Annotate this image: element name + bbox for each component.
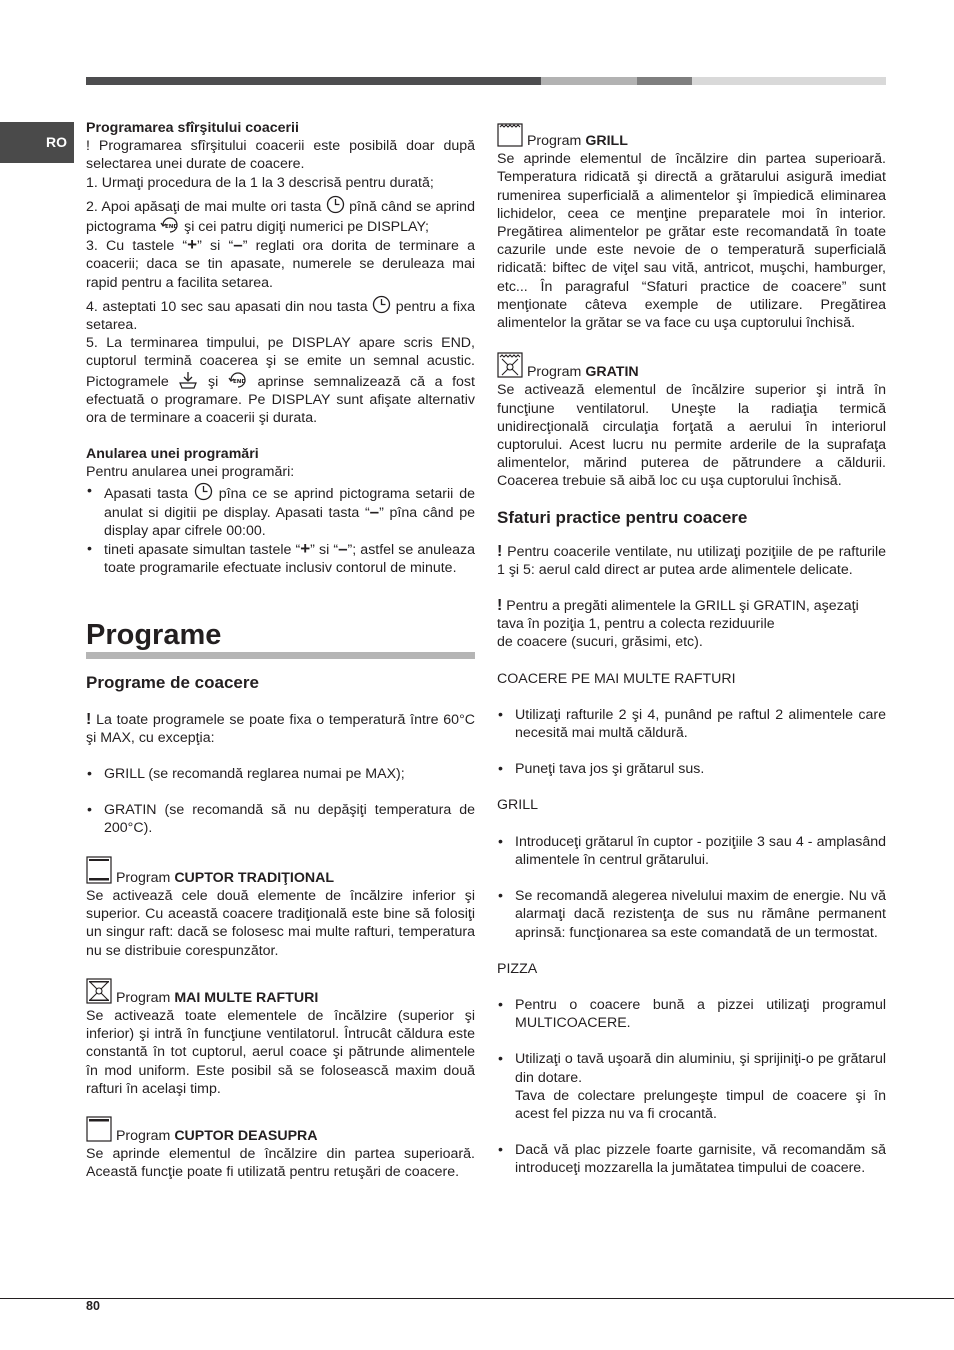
step-1: 1. Urmaţi procedura de la 1 la 3 descrisă pentru durată;	[86, 174, 434, 191]
list-item	[497, 1050, 886, 1123]
program-description: Se aprinde elementul de încălzire din partea superioară. Această funcţie poate fi utilizată pentru retuşări de coacere.	[86, 1146, 475, 1181]
tip-2	[497, 597, 886, 652]
step-2-text-a: 2. Apoi apăsaţi de mai multe ori tasta	[86, 198, 322, 215]
note-list	[86, 765, 475, 838]
step-4	[86, 295, 475, 334]
page-number: 80	[86, 1299, 100, 1313]
clock-icon	[194, 482, 213, 501]
footer-rule	[0, 1298, 954, 1299]
step-2-text-b: pînă când se aprind pictograma	[86, 198, 475, 236]
language-code: RO	[46, 134, 67, 151]
step-5-text-b: şi	[208, 373, 219, 390]
note-text: La toate programele se poate fixa o temperatură între 60°C şi MAX, cu excepţia:	[86, 711, 475, 746]
program-word: Program	[526, 133, 582, 149]
step-5	[86, 334, 475, 427]
program-name: MAI MULTE RAFTURI	[174, 989, 319, 1006]
program-word: Program	[115, 989, 171, 1006]
list-item: • Dacă vă plac pizzele foarte garnisite, vă recomandăm să introduceţi mozzarella la jumătatea timpului de coacere.	[497, 1141, 886, 1177]
exclamation-mark: !	[497, 597, 503, 615]
clock-icon	[372, 295, 391, 314]
step-5-text-c: aprinse semnalizează că a fost efectuată o programare. Pe DISPLAY sunt afişate alternativ ora de terminare a coacerii şi durata.	[86, 373, 475, 427]
sub-title: Programe de coacere	[86, 672, 259, 692]
list-item: • Se recomandă alegerea nivelului maxim de energie. Nu vă alarmaţi dacă rezistenţa de sus nu rămâne permanent aprinsă: funcţionarea sa este comandată de un termostat.	[497, 887, 886, 942]
cancel-b2-text-b: ” si “	[310, 542, 339, 559]
list-item: • Pentru o coacere bună a pizzei utilizaţi programul MULTICOACERE.	[497, 996, 886, 1032]
list-item: • GRILL (se recomandă reglarea numai pe MAX);	[86, 765, 475, 783]
step-4-text-a: 4. asteptati 10 sec sau apasati din nou tasta	[86, 298, 368, 315]
list-item: • GRATIN (se recomandă să nu depăşiţi temperatura de 200°C).	[86, 801, 475, 837]
note	[86, 711, 475, 747]
fan-oven-icon	[86, 978, 112, 1004]
cancel-list	[86, 482, 475, 578]
step-2	[86, 195, 475, 236]
step-3	[86, 236, 475, 292]
pizza-b2-text-a: Utilizaţi o tavă uşoară din aluminiu, şi sprijiniţi-o pe grătarul din dotare.	[515, 1051, 886, 1086]
step-3-text-a: 3. Cu tastele “	[86, 238, 188, 255]
left-column	[86, 119, 475, 1182]
duration-icon	[178, 371, 198, 389]
program-heading-top-oven	[86, 1116, 475, 1145]
pizza-title: PIZZA	[497, 960, 538, 977]
multi-list	[497, 706, 886, 779]
gratin-icon	[497, 352, 523, 378]
grill-icon	[497, 123, 523, 147]
program-word: Program	[115, 1127, 171, 1144]
tips-title: Sfaturi practice pentru coacere	[497, 507, 748, 527]
clock-icon	[326, 195, 345, 214]
plus-icon: +	[187, 235, 198, 255]
traditional-oven-icon	[86, 856, 112, 884]
step-2-text-c: şi cei patru digiţi numerici pe DISPLAY;	[184, 219, 429, 236]
right-column	[497, 119, 886, 1178]
multi-title: COACERE PE MAI MULTE RAFTURI	[497, 670, 736, 687]
cancel-b2-text-a: tineti apasate simultan tastele “	[104, 542, 301, 559]
list-item: • Utilizaţi rafturile 2 şi 4, punând pe raftul 2 alimentele care necesită mai multă căldură.	[497, 706, 886, 742]
pizza-b2-text-b: Tava de colectare prelungeşte timpul de coacere şi în acest fel pizza nu va fi crocantă.	[515, 1087, 886, 1122]
step-3-text-b: ” si “	[197, 238, 234, 255]
program-heading-grill	[497, 123, 886, 150]
tip-2-text-b: de coacere (sucuri, grăsimi, etc).	[497, 634, 703, 651]
program-name: GRILL	[585, 133, 628, 149]
minus-icon: –	[233, 235, 243, 255]
program-heading-gratin	[497, 352, 886, 381]
exclamation-mark: !	[497, 542, 503, 560]
header-bar-segment-4	[692, 77, 886, 85]
program-name: CUPTOR DEASUPRA	[174, 1127, 318, 1144]
language-tab	[0, 122, 74, 163]
cancel-b2-text-c: ”; astfel se anuleaza toate programarile efectuate inclusiv contorul de minute.	[104, 542, 475, 577]
program-description: Se activează cele două elemente de încălzire inferior şi superior. Cu această coacere tradiţională este bine să folosiţi un singur raft: dacă se folosesc mai multe rafturi, temperatura nu se distribuie corespunzător.	[86, 887, 475, 959]
header-bar	[86, 77, 886, 85]
tip-1-text: Pentru coacerile ventilate, nu utilizaţi poziţiile de pe rafturile 1 şi 5: aerul cald direct ar putea arde alimentele delicate.	[497, 543, 886, 578]
header-bar-segment-2	[541, 77, 637, 85]
step-4-text-b: pentru a fixa setarea.	[86, 298, 475, 334]
prog-end-intro: ! Programarea sfîrşitului coacerii este posibilă doar după selectarea unei durate de coacere.	[86, 138, 475, 173]
end-icon	[160, 216, 180, 234]
cancel-b1-text-c: ” pîna când pe display apar cifrele 00:00.	[104, 504, 475, 540]
plus-icon: +	[300, 539, 311, 559]
minus-icon: –	[369, 501, 380, 521]
cancel-b1-text-b: pîna ce se aprind pictograma setarii de anulat si digitii pe display. Apasati tasta “	[104, 485, 475, 521]
list-item: • Puneţi tava jos şi grătarul sus.	[497, 760, 886, 778]
tip-2-text-a: Pentru a pregăti alimentele la GRILL şi GRATIN, aşezaţi tava în poziţia 1, pentru a colecta reziduurile	[497, 598, 859, 633]
step-3-text-c: ” reglati ora dorita de terminare a coacerii; daca se tin apasate, numerele se deruleaza mai rapid pentru a facilita setarea.	[86, 238, 475, 291]
minus-icon: –	[338, 539, 348, 559]
tip-1	[497, 543, 886, 579]
top-heat-icon	[86, 1116, 112, 1142]
header-bar-segment-3	[637, 77, 692, 85]
section-title-rule	[86, 652, 475, 659]
svg-text:END: END	[232, 378, 246, 385]
end-icon	[228, 371, 248, 389]
program-heading-multilevel	[86, 978, 475, 1007]
section-heading	[86, 618, 475, 659]
prog-end-title: Programarea sfîrşitului coacerii	[86, 120, 299, 136]
program-word: Program	[526, 364, 582, 381]
exclamation-mark: !	[86, 710, 92, 728]
program-heading-traditional	[86, 856, 475, 887]
grill-list	[497, 833, 886, 942]
list-item	[86, 540, 475, 577]
program-description: Se activează elementul de încălzire superior şi intră în funcţiune ventilatorul. Uneşte la radiaţia termică unidirecţională circulaţia forţată a aerului în interiorul cuptorului. Acest lucru nu permite arderile de la suprafaţa alimentelor, mărind puterea de pătrundere a căldurii. Coacerea trebuie să aibă loc cu uşa cuptorului închisă.	[497, 382, 886, 490]
cancel-intro: Pentru anularea unei programări:	[86, 464, 295, 481]
program-name: GRATIN	[585, 364, 639, 381]
program-word: Program	[115, 869, 171, 886]
pizza-list	[497, 996, 886, 1178]
svg-text:END: END	[165, 224, 179, 231]
program-name: CUPTOR TRADIŢIONAL	[174, 869, 335, 886]
list-item	[86, 482, 475, 541]
section-title: Programe	[86, 618, 222, 651]
program-description: Se aprinde elementul de încălzire din partea superioară. Temperatura ridicată şi directă a grătarului asigură imediat rumenirea superficială a alimentelor şi împiedică eliminarea lichidelor, ceea ce menţine preparatele moi în interior. Pregătirea alimentelor pe grătar este recomandată în toate cazurile unde este nevoie de o temperatură superficială ridicată: biftec de viţel sau vită, antricot, muşchi, hamburger, etc... În paragraful “Sfaturi practice de coacere” sunt menţionate câteva exemple de utilizare. Pregătirea alimentelor la grătar se va face cu uşa cuptorului închisă.	[497, 151, 886, 332]
step-5-text-a: 5. La terminarea timpului, pe DISPLAY apare scris END, cuptorul termină coacerea şi se emite un semnal acustic. Pictogramele	[86, 335, 475, 390]
header-bar-segment-1	[86, 77, 541, 85]
program-description: Se activează toate elementele de încălzire (superior şi inferior) şi intră în funcţiune ventilatorul. Întrucât căldura este constantă în tot cuptorul, aerul coace şi pătrunde alimentele în mod uniform. Este posibil să se folosească maxim două rafturi în acelaşi timp.	[86, 1007, 475, 1097]
grill-title: GRILL	[497, 797, 539, 814]
list-item: • Introduceţi grătarul în cuptor - poziţiile 3 sau 4 - amplasând alimentele în centrul grătarului.	[497, 833, 886, 869]
cancel-title: Anularea unei programări	[86, 446, 259, 463]
cancel-b1-text-a: Apasati tasta	[104, 485, 188, 502]
